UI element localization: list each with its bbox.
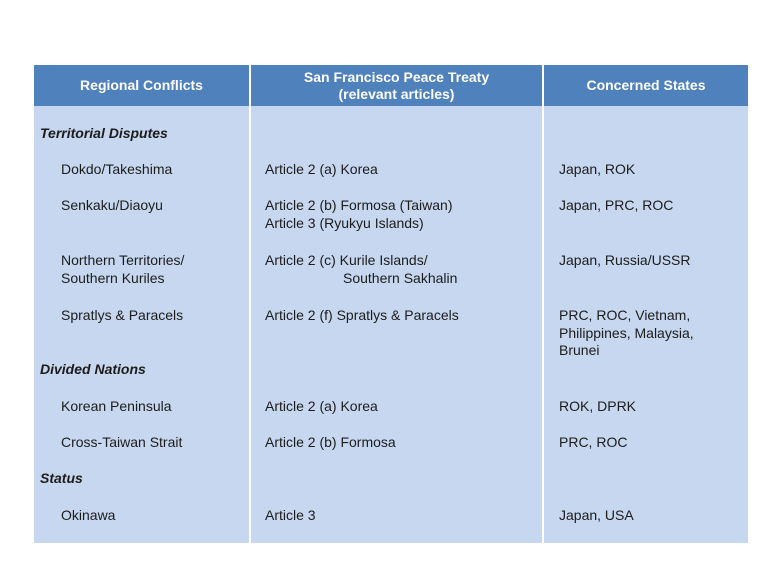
header-regional-conflicts: Regional Conflicts (80, 77, 203, 93)
row-taiwan-article: Article 2 (b) Formosa (265, 434, 396, 450)
row-northern-article (265, 252, 457, 287)
row-okinawa-article: Article 3 (265, 507, 316, 523)
row-dokdo-states: Japan, ROK (559, 161, 636, 177)
row-northern-conflict-line1: Northern Territories/ (61, 252, 185, 268)
row-northern-article-line1: Article 2 (c) Kurile Islands/ (265, 252, 428, 268)
conflicts-table (34, 65, 748, 543)
row-northern-conflict-line2: Southern Kuriles (61, 269, 165, 286)
row-senkaku-article-line1: Article 2 (b) Formosa (Taiwan) (265, 197, 453, 213)
table-header-row (34, 65, 748, 106)
row-korean-states: ROK, DPRK (559, 398, 637, 414)
row-okinawa-conflict: Okinawa (61, 507, 116, 523)
row-senkaku-states: Japan, PRC, ROC (559, 197, 674, 213)
header-treaty-line1: San Francisco Peace Treaty (303, 68, 490, 85)
row-taiwan-conflict: Cross-Taiwan Strait (61, 434, 183, 450)
row-northern-conflict (61, 252, 184, 287)
header-treaty (251, 65, 542, 106)
section-status: Status (40, 470, 83, 486)
row-okinawa-states: Japan, USA (559, 507, 634, 523)
row-spratlys-article: Article 2 (f) Spratlys & Paracels (265, 307, 459, 323)
row-spratlys-states-line1: PRC, ROC, Vietnam, (559, 307, 691, 323)
row-senkaku-conflict: Senkaku/Diaoyu (61, 197, 163, 213)
section-divided-nations: Divided Nations (40, 361, 146, 377)
column-divider-2 (542, 65, 544, 543)
row-senkaku-article (265, 197, 453, 232)
row-korean-article: Article 2 (a) Korea (265, 398, 378, 414)
section-territorial-disputes: Territorial Disputes (40, 125, 168, 141)
row-northern-states: Japan, Russia/USSR (559, 252, 691, 268)
row-dokdo-article: Article 2 (a) Korea (265, 161, 378, 177)
row-taiwan-states: PRC, ROC (559, 434, 628, 450)
row-northern-article-line2: Southern Sakhalin (343, 269, 458, 286)
row-senkaku-article-line2: Article 3 (Ryukyu Islands) (265, 214, 424, 231)
row-spratlys-states-line2: Philippines, Malaysia, (559, 324, 694, 341)
row-spratlys-states (559, 307, 694, 360)
row-korean-conflict: Korean Peninsula (61, 398, 172, 414)
row-spratlys-states-line3: Brunei (559, 342, 600, 358)
header-treaty-line2: (relevant articles) (338, 85, 455, 102)
row-spratlys-conflict: Spratlys & Paracels (61, 307, 184, 323)
row-dokdo-conflict: Dokdo/Takeshima (61, 161, 173, 177)
column-divider-1 (249, 65, 251, 543)
header-concerned-states: Concerned States (586, 77, 706, 93)
